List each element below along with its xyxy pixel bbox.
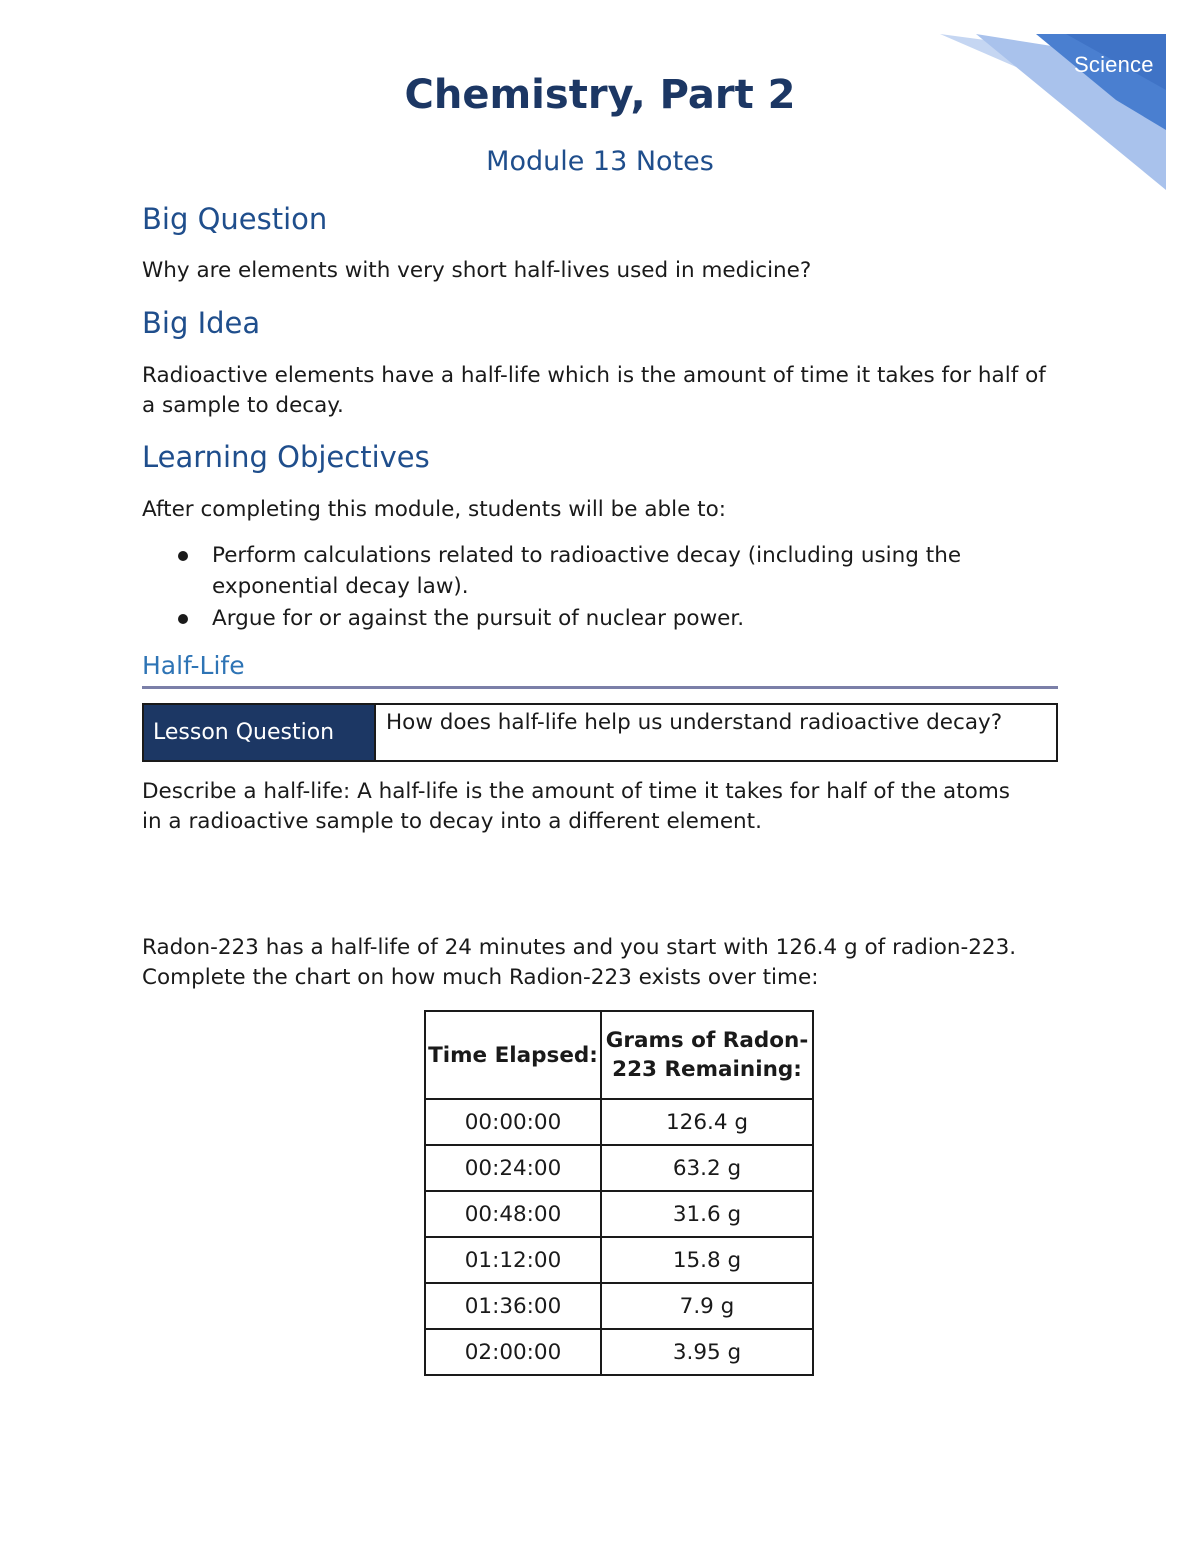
heading-divider	[142, 686, 1058, 689]
list-item	[142, 540, 1042, 602]
objectives-intro: After completing this module, students will be able to:	[142, 497, 727, 522]
table-row	[425, 1329, 813, 1375]
grams-cell: 3.95 g	[601, 1329, 813, 1375]
time-cell: 01:36:00	[425, 1283, 601, 1329]
big-idea-heading: Big Idea	[142, 306, 261, 340]
table-row	[425, 1237, 813, 1283]
grams-cell: 126.4 g	[601, 1099, 813, 1145]
grams-cell: 15.8 g	[601, 1237, 813, 1283]
time-cell: 00:24:00	[425, 1145, 601, 1191]
grams-cell: 31.6 g	[601, 1191, 813, 1237]
table-row	[425, 1099, 813, 1145]
learning-objectives-heading: Learning Objectives	[142, 440, 430, 474]
time-cell: 01:12:00	[425, 1237, 601, 1283]
grams-cell: 63.2 g	[601, 1145, 813, 1191]
big-idea-text: Radioactive elements have a half-life which is the amount of time it takes for half of a sample to decay.	[142, 363, 1046, 418]
grams-cell: 7.9 g	[601, 1283, 813, 1329]
objective-text: Perform calculations related to radioactive decay (including using the exponential decay law).	[212, 543, 962, 599]
science-badge-label: Science	[1074, 52, 1154, 77]
lesson-question-box	[142, 703, 1058, 762]
radon-problem-text: Radon-223 has a half-life of 24 minutes and you start with 126.4 g of radion-223. Complete the chart on how much Radion-223 exists over time:	[142, 935, 1017, 990]
list-item	[142, 603, 1042, 634]
grams-remaining-header: Grams of Radon-223 Remaining:	[601, 1011, 813, 1099]
table-row	[425, 1191, 813, 1237]
time-elapsed-header: Time Elapsed:	[425, 1011, 601, 1099]
time-cell: 02:00:00	[425, 1329, 601, 1375]
objectives-list	[142, 540, 1042, 635]
half-life-heading: Half-Life	[142, 651, 245, 680]
big-question-heading: Big Question	[142, 202, 328, 236]
decay-table	[424, 1010, 814, 1376]
lesson-question-text: How does half-life help us understand radioactive decay?	[374, 705, 1056, 760]
lesson-question-label: Lesson Question	[144, 705, 374, 760]
table-row	[425, 1145, 813, 1191]
bullet-icon	[178, 551, 188, 561]
page-subtitle: Module 13 Notes	[486, 146, 714, 177]
table-row	[425, 1283, 813, 1329]
half-life-description: Describe a half-life: A half-life is the amount of time it takes for half of the atoms in a radioactive sample to decay into a different element.	[142, 779, 1010, 834]
time-cell: 00:00:00	[425, 1099, 601, 1145]
big-question-text: Why are elements with very short half-lives used in medicine?	[142, 258, 812, 283]
page-title: Chemistry, Part 2	[404, 72, 796, 118]
time-cell: 00:48:00	[425, 1191, 601, 1237]
objective-text: Argue for or against the pursuit of nuclear power.	[212, 606, 745, 631]
bullet-icon	[178, 614, 188, 624]
table-header-row	[425, 1011, 813, 1099]
